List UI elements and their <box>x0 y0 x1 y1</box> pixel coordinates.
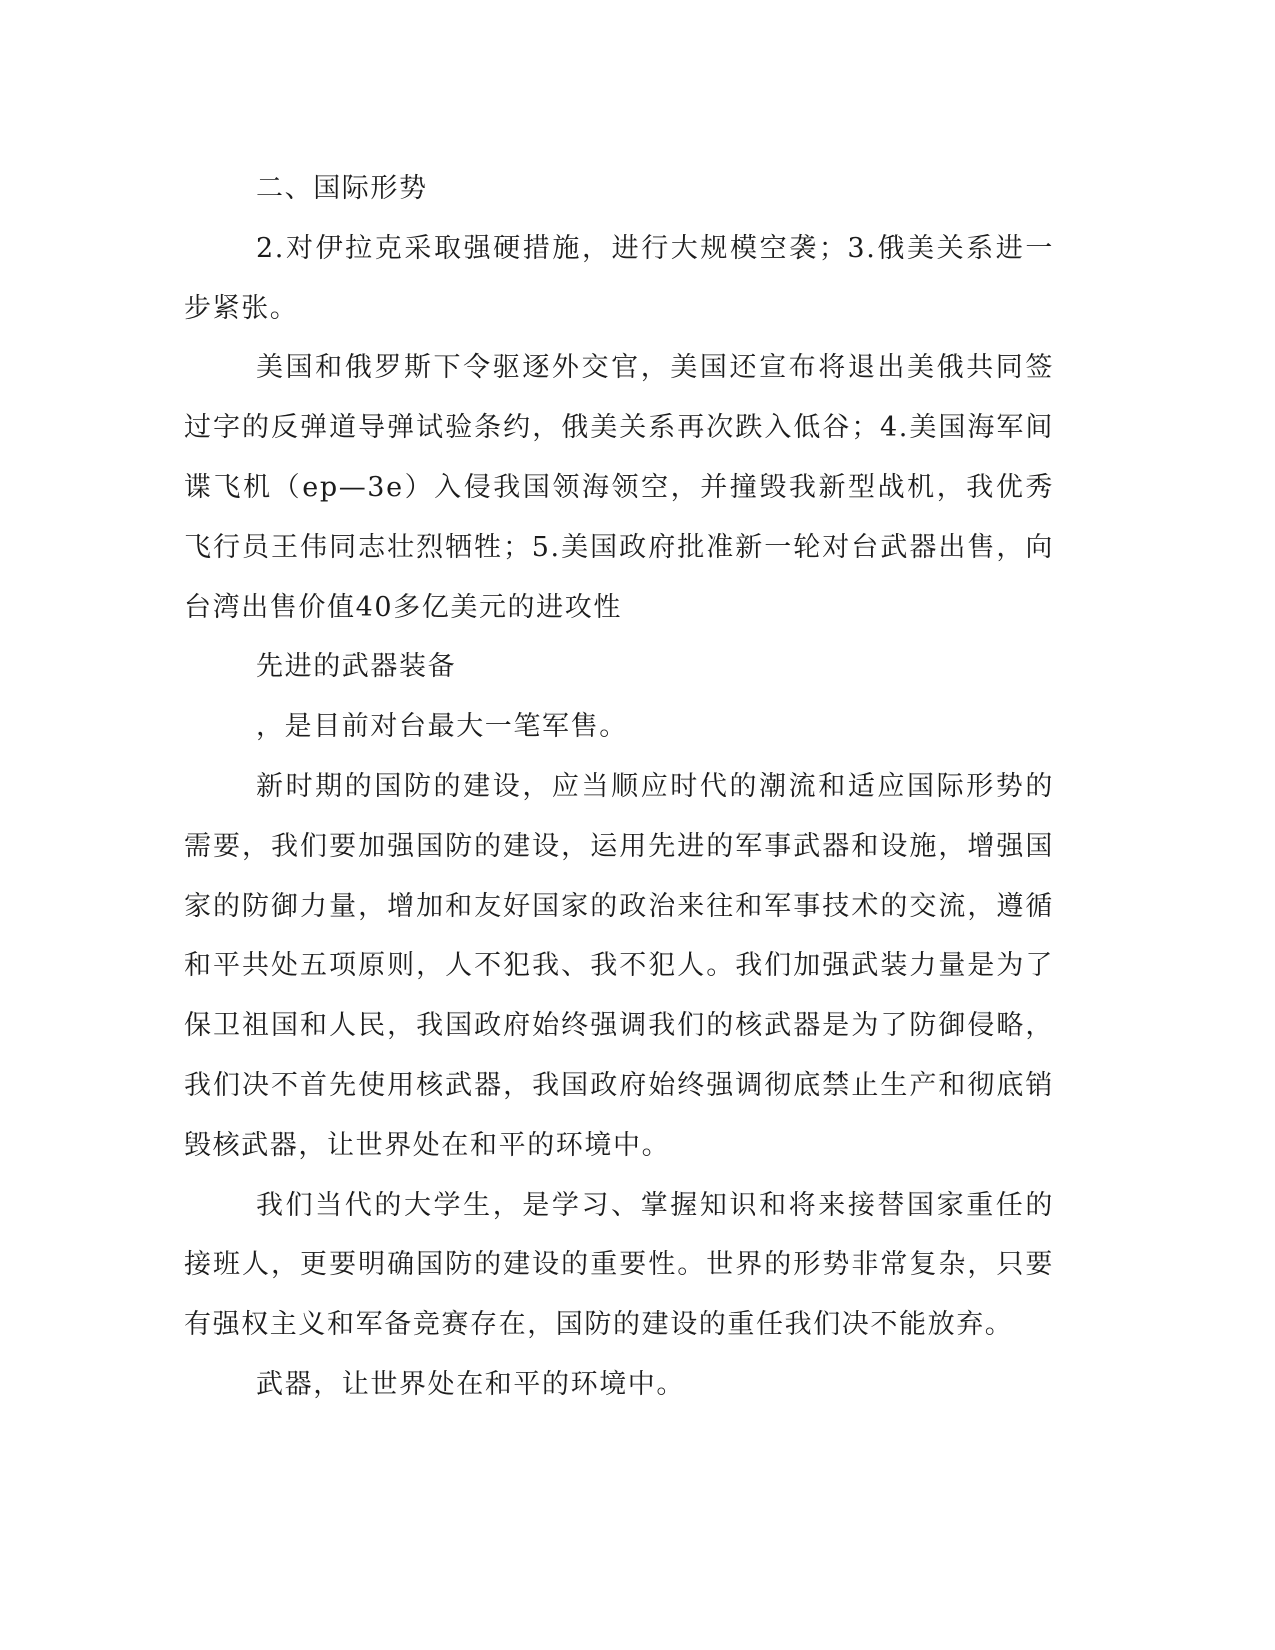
paragraph: 先进的武器装备 <box>256 651 457 683</box>
document-body <box>184 159 1054 1415</box>
paragraph: 美国和俄罗斯下令驱逐外交官，美国还宣布将退出美俄共同签过字的反弹道导弹试验条约，俄美关系再次跌入低谷；4.美国海军间谍飞机（ep—3e）入侵我国领海领空，并撞毁我新型战机，我优秀飞行员王伟同志壮烈牺牲；5.美国政府批准新一轮对台武器出售，向台湾出售价值40多亿美元的进攻性 <box>184 352 1054 623</box>
paragraph: 2.对伊拉克采取强硬措施，进行大规模空袭；3.俄美关系进一步紧张。 <box>184 232 1054 324</box>
paragraph: ，是目前对台最大一笔军售。 <box>256 711 628 743</box>
paragraph: 新时期的国防的建设，应当顺应时代的潮流和适应国际形势的需要，我们要加强国防的建设，运用先进的军事武器和设施，增强国家的防御力量，增加和友好国家的政治来往和军事技术的交流，遵循和平共处五项原则，人不犯我、我不犯人。我们加强武装力量是为了保卫祖国和人民，我国政府始终强调我们的核武器是为了防御侵略，我们决不首先使用核武器，我国政府始终强调彻底禁止生产和彻底销毁核武器，让世界处在和平的环境中。 <box>184 770 1054 1161</box>
paragraph: 武器，让世界处在和平的环境中。 <box>256 1368 685 1400</box>
section-heading: 二、国际形势 <box>256 173 428 204</box>
paragraph: 我们当代的大学生，是学习、掌握知识和将来接替国家重任的接班人，更要明确国防的建设的重要性。世界的形势非常复杂，只要有强权主义和军备竞赛存在，国防的建设的重任我们决不能放弃。 <box>184 1189 1054 1341</box>
